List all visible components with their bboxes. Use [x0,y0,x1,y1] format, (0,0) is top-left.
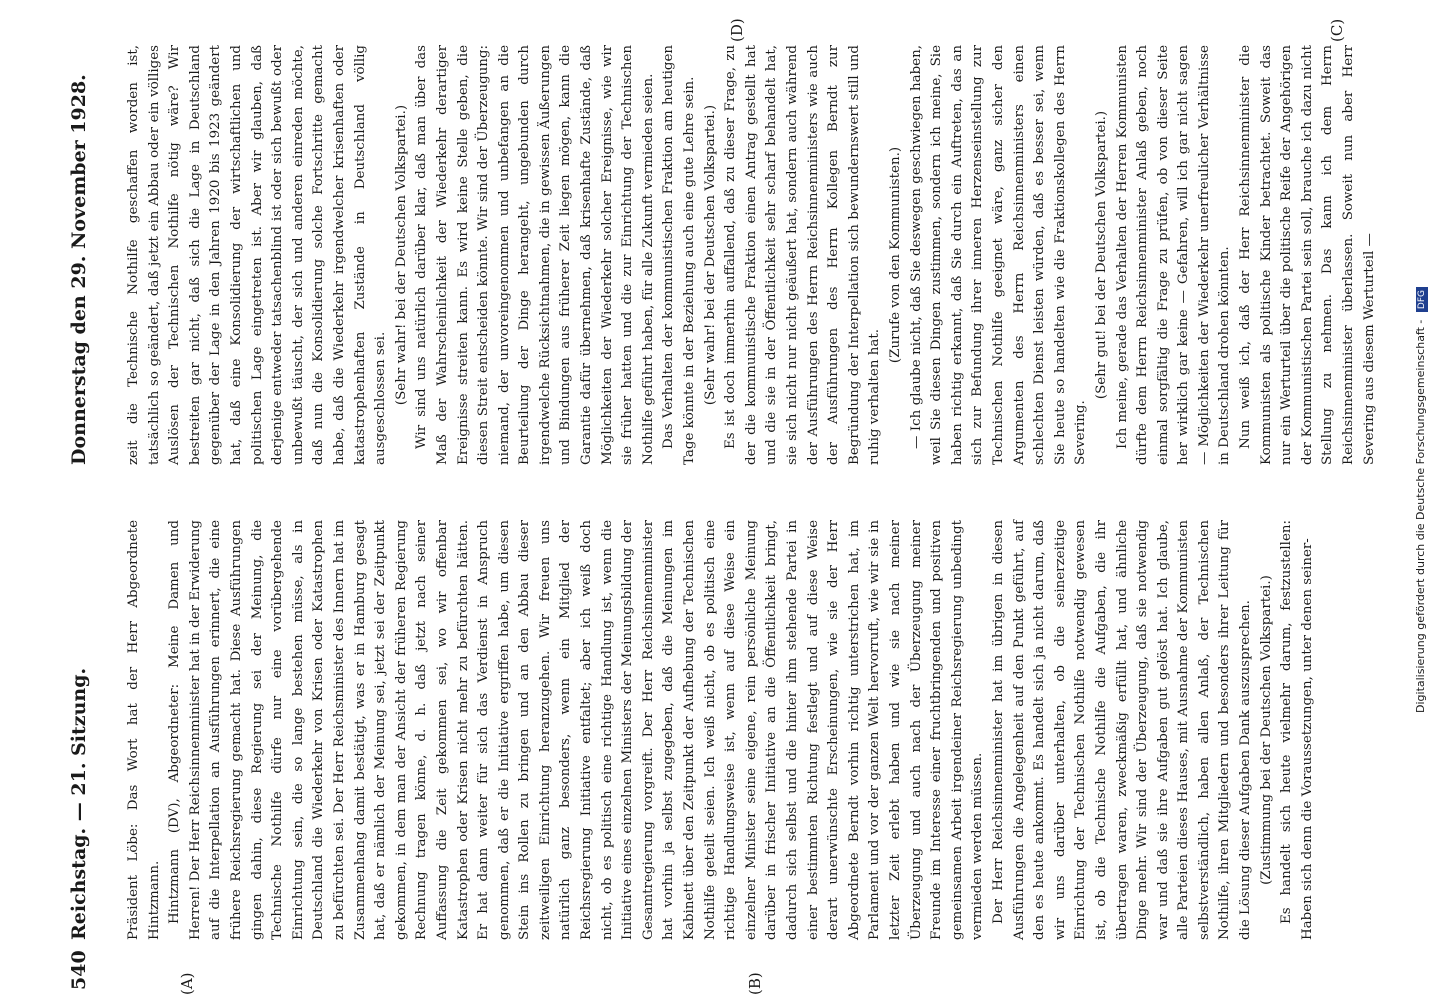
paragraph: zeit die Technische Nothilfe geschaffen worden ist, tatsächlich so geändert, daß jetzt ein Abbau oder ein völliges Auslösen der Technischen Nothilfe nötig wäre? Wir bestreiten gar nicht, daß sich die Lage in Deutschland gegenüber der Lage in den Jahren 1920 bis 1923 geändert hat, daß eine Konsolidierung der wirtschaftlichen und politischen Lage eingetreten ist. Aber wir glauben, daß derjenige entweder tatsachenblind ist oder sich bewußt oder unbewußt täuscht, der sich und anderen einreden möchte, daß nun die Konsolidierung solche Fortschritte gemacht habe, daß die Wiederkehr irgendwelcher krisenhaften oder katastrophenhaften Zustände in Deutschland völlig ausgeschlossen sei. [126,45,389,465]
paragraph: Das Verhalten der kommunistischen Fraktion am heutigen Tage könnte in der Beziehung auch eine gute Lehre sein. [661,45,698,465]
paragraph: Es handelt sich heute vielmehr darum, festzustellen: Haben sich denn die Voraussetzungen, unter denen seiner- [1279,520,1315,940]
paragraph: Ich meine, gerade das Verhalten der Herren Kommunisten dürfte dem Herrn Reichsinnenminister Anlaß geben, noch einmal sorgfältig die Frage zu prüfen, ob von dieser Seite her wirklich gar keine — Gefahren, will ich gar nicht sagen — Möglichkeiten der Wiederkehr unerfreulicher Verhältnisse in Deutschland drohen könnten. [1114,45,1233,465]
digitization-credit [1410,0,1432,1000]
header-right-title: Donnerstag den 29. November 1928. [68,74,90,465]
margin-mark-d: (D) [728,18,746,42]
margin-mark-b: (B) [746,972,764,995]
interjection: (Sehr wahr! bei der Deutschen Volkspartei.) [702,104,718,406]
interjection: (Zurufe von den Kommunisten.) [887,146,903,364]
left-column [124,520,1318,940]
dfg-logo: DFG [1416,287,1428,312]
scanned-page [28,0,1408,1000]
margin-mark-c: (C) [1328,18,1346,42]
right-column [124,45,1380,465]
paragraph: Es ist doch immerhin auffallend, daß zu dieser Frage, zu der die kommunistische Fraktion einen Antrag gestellt hat und die sie in der Öffentlichkeit sehr scharf behandelt hat, sie sich nicht nur nicht geäußert hat, sondern auch während der Ausführungen des Herrn Reichsinnenministers wie auch der Ausführungen des Herrn Kollegen Berndt zur Begründung der Interpellation sich bewundernswert still und ruhig verhalten hat. [723,45,883,465]
paragraph: — Ich glaube nicht, daß Sie deswegen geschwiegen haben, weil Sie diesen Dingen zustimmen, sondern ich meine, Sie haben richtig erkannt, daß Sie durch ein Auftreten, das an sich zur Befundung ihrer inneren Herzenseinstellung zur Technischen Nothilfe geeignet wäre, ganz sicher den Argumenten des Herrn Reichsinnenministers einen schlechten Dienst leisten würden, daß es besser sei, wenn Sie heute so handelten wie die Fraktionskollegen des Herrn Severing. [908,45,1089,465]
interjection: (Sehr gut! bei der Deutschen Volkspartei.) [1093,110,1109,400]
paragraph: Der Herr Reichsinnenminister hat im übrigen in diesen Ausführungen die Angelegenheit auf den Punkt geführt, auf den es heute ankommt. Es handelt sich ja nicht darum, daß wir uns darüber unterhalten, ob die seinerzeitige Einrichtung der Technischen Nothilfe notwendig gewesen ist, ob die Technische Nothilfe die Aufgaben, die ihr übertragen waren, zweckmäßig erfüllt hat, und ähnliche Dinge mehr. Wir sind der Überzeugung, daß sie notwendig war und daß sie ihre Aufgaben gut gelöst hat. Ich glaube, alle Parteien dieses Hauses, mit Ausnahme der Kommunisten selbstverständlich, haben allen Anlaß, der Technischen Nothilfe, ihren Mitgliedern und besonders ihrer Leitung für die Lösung dieser Aufgaben Dank auszusprechen. [990,520,1254,940]
margin-mark-a: (A) [178,972,196,995]
credit-text: Digitalisierung gefördert durch die Deutsche Forschungsgemeinschaft - [1414,319,1427,713]
header-left-title: Reichstag. — 21. Sitzung. [68,667,90,940]
interjection: (Sehr wahr! bei der Deutschen Volkspartei.) [393,104,409,406]
paragraph: Hintzmann (DV), Abgeordneter: Meine Damen und Herren! Der Herr Reichsinnenminister hat in der Erwiderung auf die Interpellation an Ausführungen erinnert, die eine frühere Reichsregierung gemacht hat. Diese Ausführungen gingen dahin, diese Regierung sei der Meinung, die Technische Nothilfe dürfe nur eine vorübergehende Einrichtung sein, die so lange bestehen müsse, als in Deutschland die Wiederkehr von Krisen oder Katastrophen zu befürchten sei. Der Herr Reichsminister des Innern hat im Zusammenhang damit bestätigt, was er in Hamburg gesagt hat, daß er nämlich der Meinung sei, jetzt sei der Zeitpunkt gekommen, in dem man der Ansicht der früheren Regierung Rechnung tragen könne, d. h. daß jetzt nach seiner Auffassung die Zeit gekommen sei, wo wir offenbar Katastrophen oder Krisen nicht mehr zu befürchten hätten. Er hat dann weiter für sich das Verdienst in Anspruch genommen, daß er die Initiative ergriffen habe, um diesen Stein ins Rollen zu bringen und an den Abbau dieser zeitweiligen Einrichtung heranzugehen. Wir freuen uns natürlich ganz besonders, wenn ein Mitglied der Reichsregierung Initiative entfaltet; aber ich weiß doch nicht, ob es politisch eine richtige Handlung ist, wenn die Initiative eines einzelnen Ministers der Meinungsbildung der Gesamtregierung vorgreift. Der Herr Reichsinnenminister hat vorhin ja selbst zugegeben, daß die Meinungen im Kabinett über den Zeitpunkt der Aufhebung der Technischen Nothilfe geteilt seien. Ich weiß nicht, ob es politisch eine richtige Handlungsweise ist, wenn auf diese Weise ein einzelner Minister seine eigene, rein persönliche Meinung darüber in frischer Initiative an die Öffentlichkeit bringt, dadurch sich selbst und die hinter ihm stehende Partei in einer bestimmten Richtung festlegt und auf diese Weise derart unerwünschte Erscheinungen, wie sie der Herr Abgeordnete Berndt vorhin richtig unterstrichen hat, im Parlament und vor der ganzen Welt hervorruft, wie wir sie in letzter Zeit erlebt haben und wie sie nach meiner Überzeugung und auch nach der Überzeugung meiner Freunde im Interesse einer fruchtbringenden und positiven gemeinsamen Arbeit irgendeiner Reichsregierung unbedingt vermieden werden müssen. [167,520,986,940]
page-number: 540 [68,950,90,990]
paragraph: Nun weiß ich, daß der Herr Reichsinnenminister die Kommunisten als politische Kinder betrachtet. Soweit das nur ein Werturteil über die politische Reife der Angehörigen der Kommunistischen Partei sein soll, brauche ich dazu nicht Stellung zu nehmen. Das kann ich dem Herrn Reichsinnenminister überlassen. Soweit nun aber Herr Severing aus diesem Werturteil — [1238,45,1377,465]
interjection: (Zustimmung bei der Deutschen Volkspartei.) [1258,575,1274,885]
paragraph: Präsident Löbe: Das Wort hat der Herr Abgeordnete Hintzmann. [126,520,162,940]
paragraph: Wir sind uns natürlich darüber klar, daß man über das Maß der Wahrscheinlichkeit der Wiederkehr derartiger Ereignisse streiten kann. Es wird keine Stelle geben, die diesen Streit entscheiden könnte. Wir sind der Überzeugung: niemand, der unvoreingenommen und unbefangen an die Beurteilung der Dinge herangeht, ungebunden durch irgendwelche Rücksichtnahmen, die in gewissen Äußerungen und Bindungen aus früherer Zeit liegen mögen, kann die Garantie dafür übernehmen, daß krisenhafte Zustände, daß Möglichkeiten der Wiederkehr solcher Ereignisse, wie wir sie früher hatten und die zur Einrichtung der Technischen Nothilfe geführt haben, für alle Zukunft vermieden seien. [414,45,656,465]
page-header [68,0,102,1000]
